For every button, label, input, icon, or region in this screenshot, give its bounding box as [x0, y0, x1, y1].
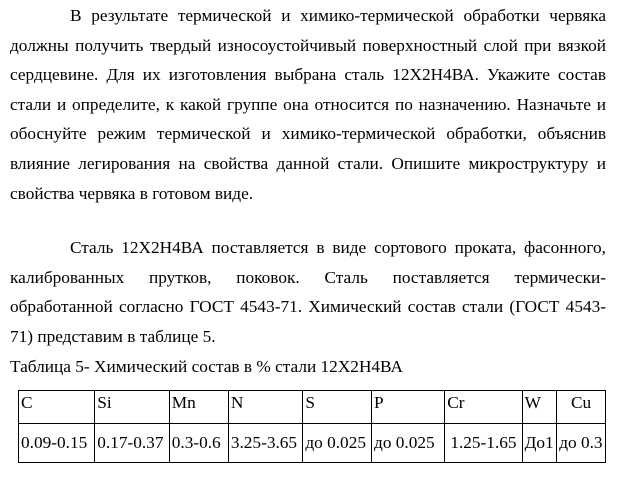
header-cell-si: Si	[95, 391, 170, 424]
table-header-row	[19, 391, 606, 424]
header-cell-cu: Cu	[557, 391, 606, 424]
chemical-composition-table	[18, 390, 606, 463]
value-cell-si: 0.17-0.37	[95, 424, 170, 463]
table-row	[19, 424, 606, 463]
supply-paragraph: Сталь 12Х2Н4ВА поставляется в виде сортового проката, фасонного, калиброванных прутков, поковок. Сталь поставляется термически-обработанной согласно ГОСТ 4543-71. Химический состав стали (ГОСТ 4543-71) представим в таблице 5.	[10, 238, 606, 346]
value-cell-w: До1	[522, 424, 557, 463]
header-cell-p: P	[372, 391, 445, 424]
value-cell-c: 0.09-0.15	[19, 424, 95, 463]
header-cell-c: C	[19, 391, 95, 424]
value-cell-mn: 0.3-0.6	[169, 424, 228, 463]
header-cell-w: W	[522, 391, 557, 424]
header-cell-n: N	[228, 391, 303, 424]
table-caption: Таблица 5- Химический состав в % стали 12Х2Н4ВА	[10, 357, 403, 376]
value-cell-cr: 1.25-1.65	[445, 424, 522, 463]
value-cell-p: до 0.025	[372, 424, 445, 463]
header-cell-s: S	[303, 391, 372, 424]
task-paragraph: В результате термической и химико-термической обработки червяка должны получить твердый износоустойчивый поверхностный слой при вязкой сердцевине. Для их изготовления выбрана сталь 12Х2Н4ВА. Укажите состав стали и определите, к какой группе она относится по назначению. Назначьте и обоснуйте режим термической и химико-термической обработки, объяснив влияние легирования на свойства данной стали. Опишите микроструктуру и свойства червяка в готовом виде.	[10, 6, 606, 203]
value-cell-s: до 0.025	[303, 424, 372, 463]
header-cell-mn: Mn	[169, 391, 228, 424]
value-cell-cu: до 0.3	[557, 424, 606, 463]
header-cell-cr: Cr	[445, 391, 522, 424]
value-cell-n: 3.25-3.65	[228, 424, 303, 463]
